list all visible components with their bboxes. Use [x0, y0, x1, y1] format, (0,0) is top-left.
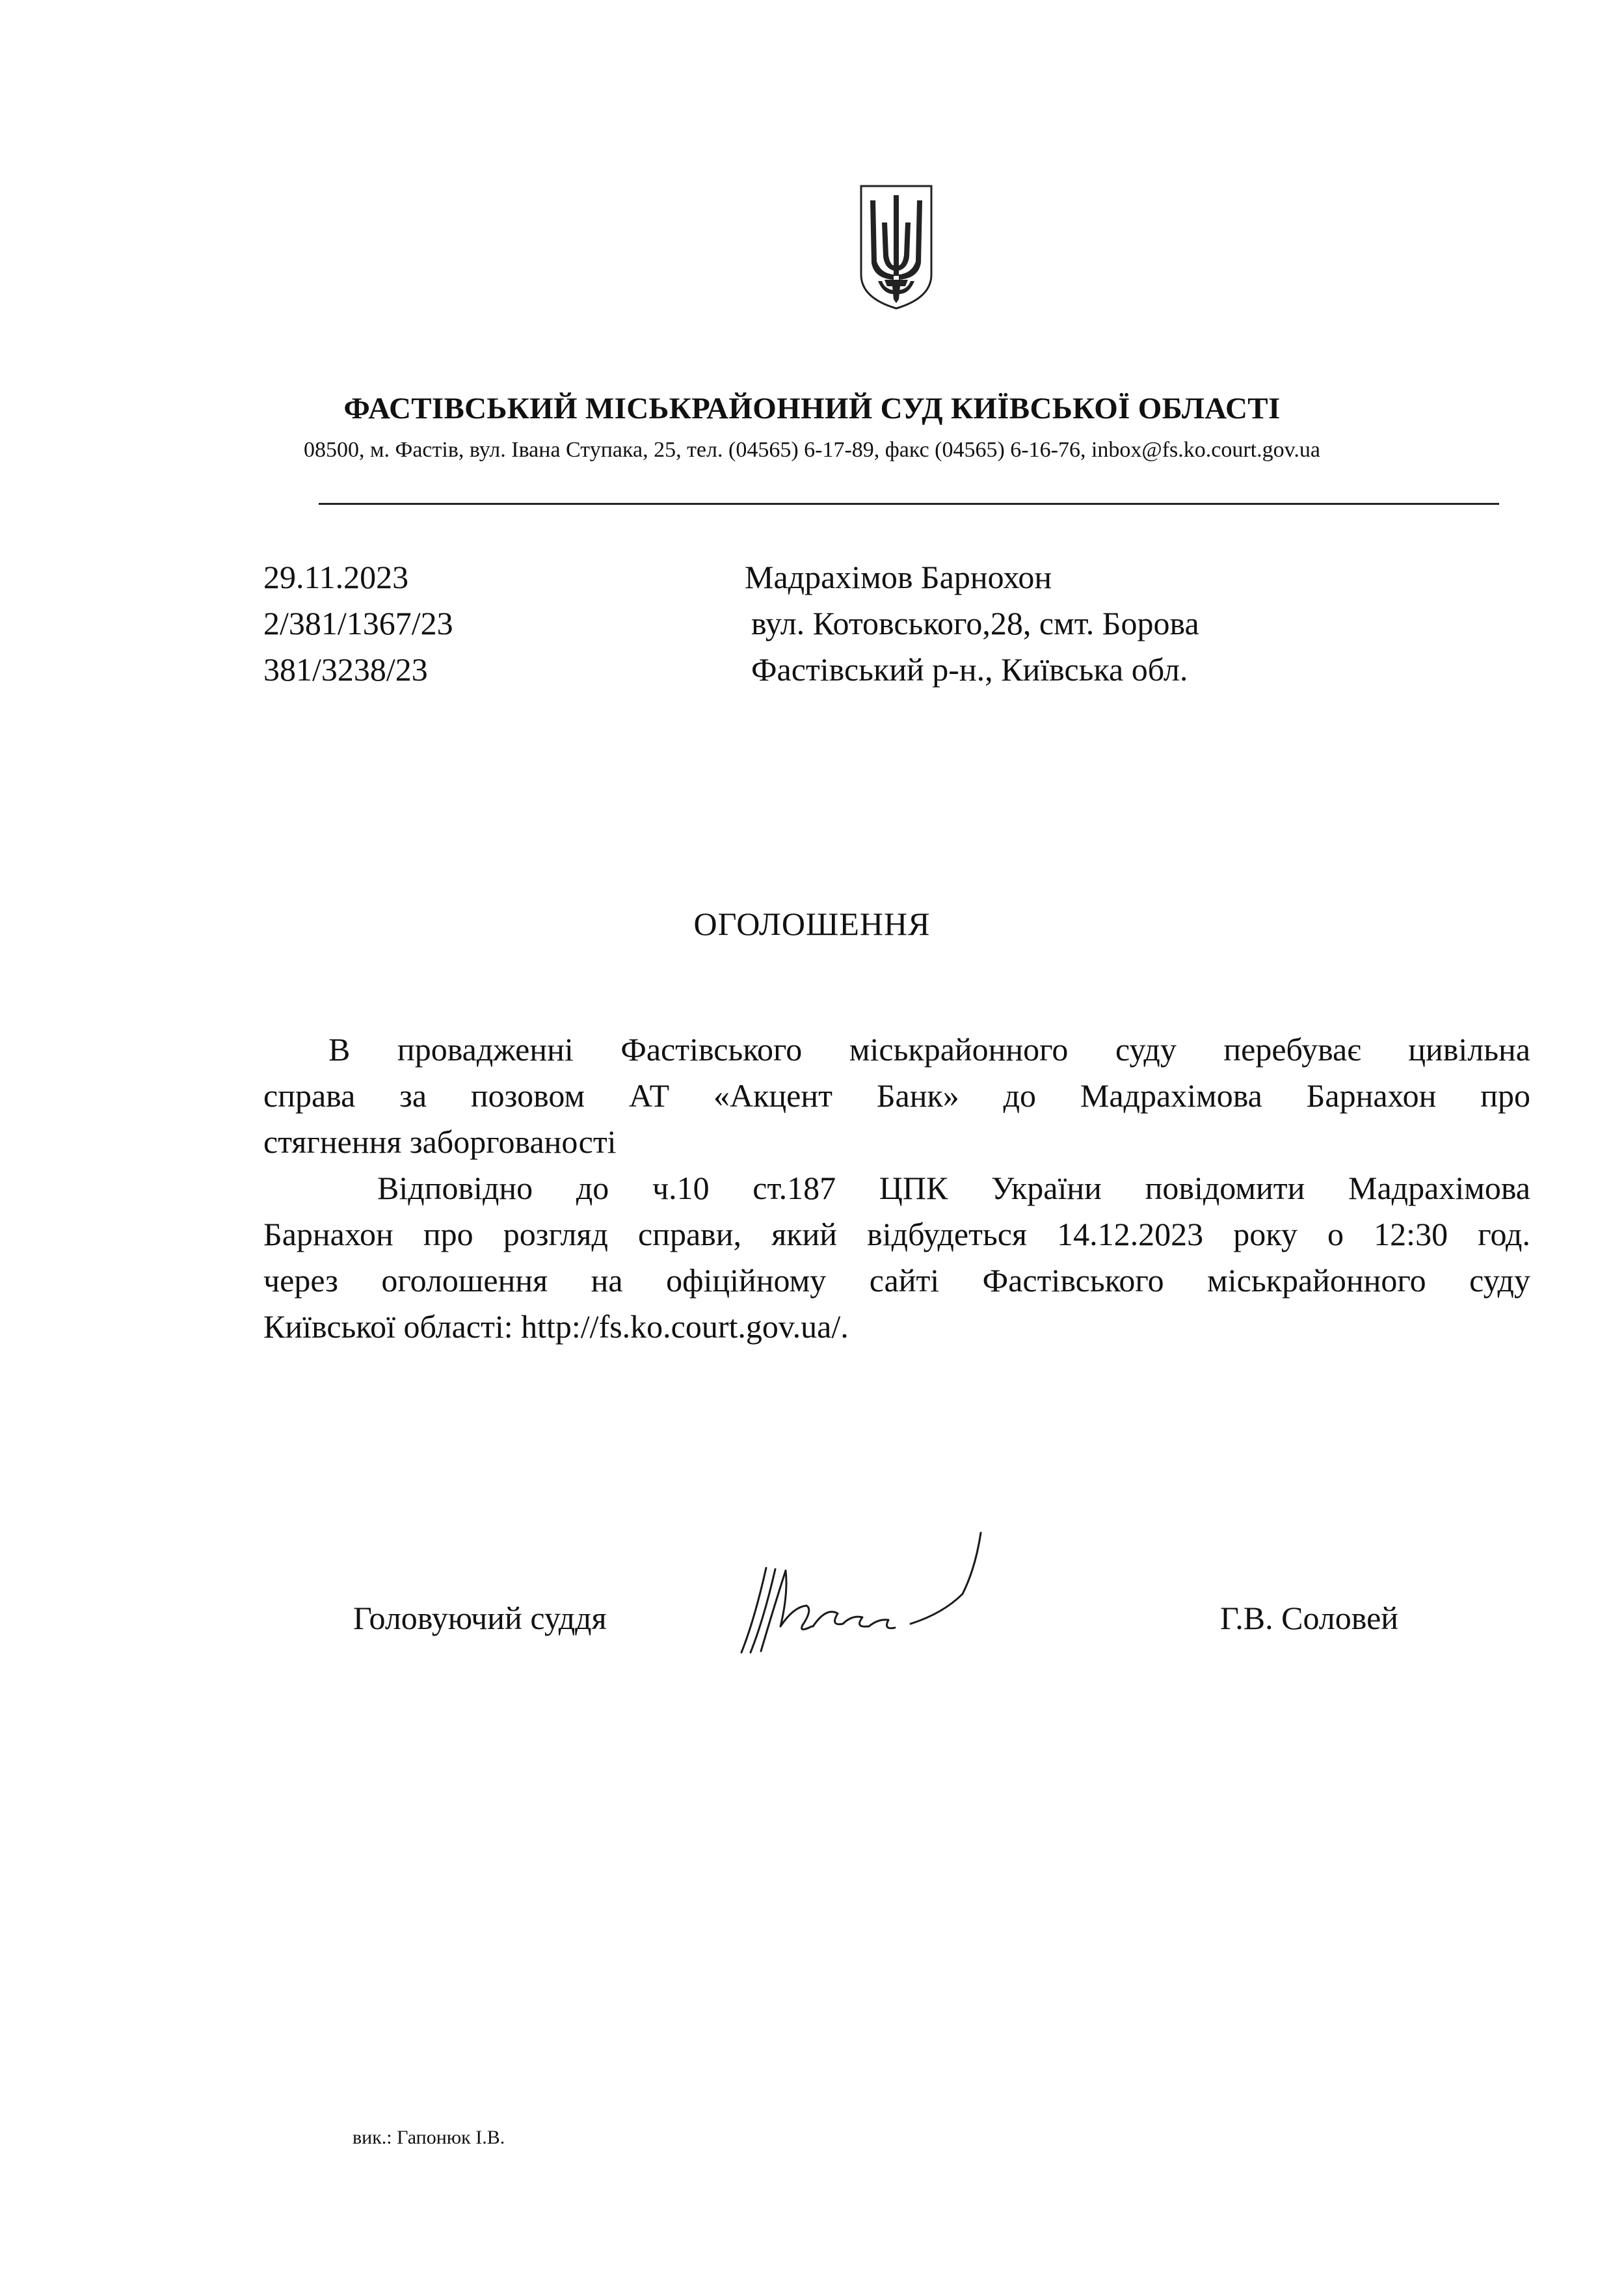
- recipient-block: [745, 554, 1199, 693]
- body-line: Барнахон про розгляд справи, який відбудеться 14.12.2023 року о 12:30 год.: [263, 1216, 1530, 1252]
- recipient-name: Мадрахімов Барнохон: [745, 559, 1052, 595]
- signatory-name: Г.В. Соловей: [1220, 1600, 1399, 1636]
- body-line: Відповідно до ч.10 ст.187 ЦПК України повідомити Мадрахімова: [377, 1170, 1530, 1206]
- body-line: В провадженні Фастівського міськрайонного суду перебуває цивільна: [328, 1031, 1530, 1068]
- recipient-street: вул. Котовського,28, смт. Борова: [751, 605, 1199, 641]
- body-line: стягнення заборгованості: [263, 1124, 617, 1160]
- court-name: ФАСТІВСЬКИЙ МІСЬКРАЙОННИЙ СУД КИЇВСЬКОЇ ОБЛАСТІ: [343, 392, 1281, 425]
- announcement-body: [263, 1027, 1530, 1350]
- document-meta: [263, 554, 453, 693]
- body-line: справа за позовом АТ «Акцент Банк» до Мадрахімова Барнахон про: [263, 1077, 1530, 1114]
- recipient-region: Фастівський р-н., Київська обл.: [751, 651, 1188, 688]
- court-address: 08500, м. Фастів, вул. Івана Ступака, 25, тел. (04565) 6-17-89, факс (04565) 6-16-76, inbox@fs.ko.court.gov.ua: [303, 438, 1321, 462]
- header-divider: [319, 503, 1499, 505]
- signatory-role: Головуючий суддя: [353, 1600, 607, 1636]
- announcement-title: ОГОЛОШЕННЯ: [693, 906, 931, 942]
- coat-of-arms-icon: [859, 183, 934, 311]
- executor-note: вик.: Гапонюк І.В.: [353, 2127, 505, 2148]
- case-number-alt: 381/3238/23: [263, 651, 428, 688]
- document-date: 29.11.2023: [263, 559, 409, 595]
- body-line: Київської області: http://fs.ko.court.gov.ua/.: [263, 1308, 849, 1345]
- handwritten-signature: [735, 1529, 989, 1659]
- body-line: через оголошення на офіційному сайті Фастівського міськрайонного суду: [263, 1262, 1530, 1299]
- case-number: 2/381/1367/23: [263, 605, 453, 641]
